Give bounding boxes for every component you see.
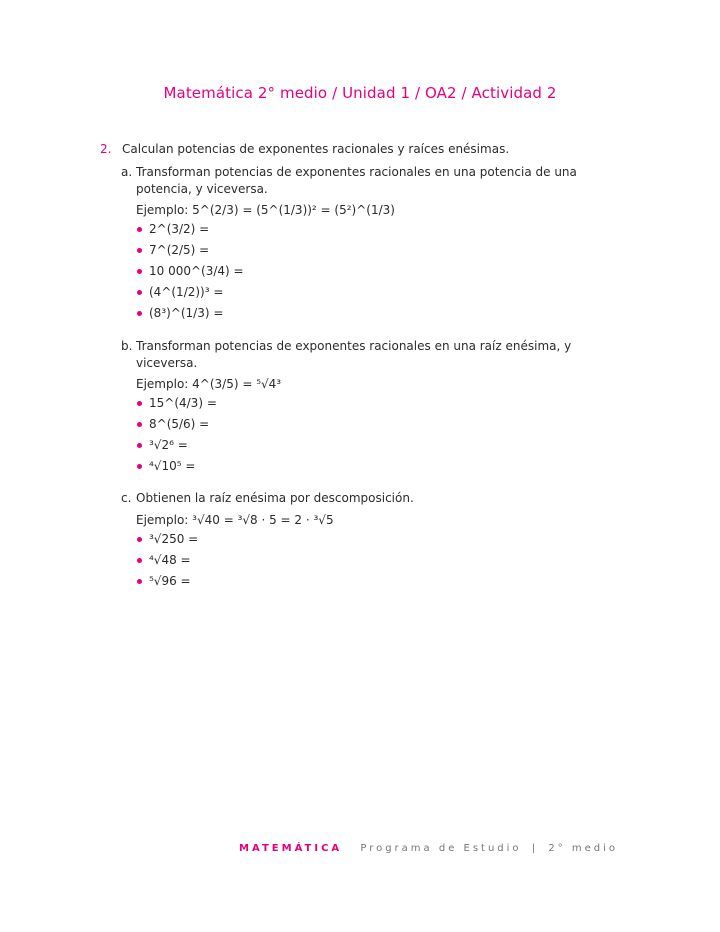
list-item: (8³)^(1/3) = [137,299,244,320]
example-expression: 5^(2/3) = (5^(1/3))² = (5²)^(1/3) [192,203,395,217]
part-a-label: a. [121,165,133,179]
question-number: 2. [100,142,112,156]
part-b [121,338,571,372]
bullet-icon [137,464,142,469]
part-c-label: c. [121,491,132,505]
part-a-line2: potencia, y viceversa. [136,182,268,196]
bullet-icon [137,537,142,542]
example-label: Ejemplo: [136,203,189,217]
part-b-line1: Transforman potencias de exponentes racionales en una raíz enésima, y [136,339,572,353]
list-item: (4^(1/2))³ = [137,278,244,299]
bullet-icon [137,401,142,406]
part-b-label: b. [121,339,133,353]
bullet-icon [137,443,142,448]
example-label: Ejemplo: [136,513,189,527]
bullet-icon [137,579,142,584]
list-item: ⁴√10⁵ = [137,452,217,473]
list-item: ³√2⁶ = [137,431,217,452]
bullet-icon [137,422,142,427]
bullet-icon [137,311,142,316]
part-a-line1: Transforman potencias de exponentes racionales en una potencia de una [136,165,577,179]
question-2 [100,142,509,156]
part-c [121,490,414,507]
example-expression: 4^(3/5) = ⁵√4³ [192,377,282,391]
footer-grade: 2° medio [548,843,618,854]
footer-program: Programa de Estudio [360,843,522,854]
bullet-icon [137,227,142,232]
page-title: Matemática 2° medio / Unidad 1 / OA2 / Actividad 2 [163,84,557,102]
list-item: 8^(5/6) = [137,410,217,431]
page-footer: MATEMÁTICA Programa de Estudio | 2° medio [239,843,618,854]
part-c-line1: Obtienen la raíz enésima por descomposición. [136,491,414,505]
part-b-line2: viceversa. [136,356,198,370]
example-expression: ³√40 = ³√8 · 5 = 2 · ³√5 [192,513,334,527]
bullet-icon [137,558,142,563]
part-a [121,164,577,198]
list-item: 10 000^(3/4) = [137,257,244,278]
part-a-list [137,215,244,320]
part-c-list [137,525,198,588]
example-label: Ejemplo: [136,377,189,391]
question-text: Calculan potencias de exponentes racionales y raíces enésimas. [122,142,510,156]
list-item: ⁴√48 = [137,546,198,567]
footer-subject: MATEMÁTICA [239,843,343,854]
list-item: 2^(3/2) = [137,215,244,236]
bullet-icon [137,248,142,253]
list-item: ³√250 = [137,525,198,546]
list-item: ⁵√96 = [137,567,198,588]
list-item: 7^(2/5) = [137,236,244,257]
bullet-icon [137,290,142,295]
bullet-icon [137,269,142,274]
list-item: 15^(4/3) = [137,389,217,410]
part-b-list [137,389,217,473]
